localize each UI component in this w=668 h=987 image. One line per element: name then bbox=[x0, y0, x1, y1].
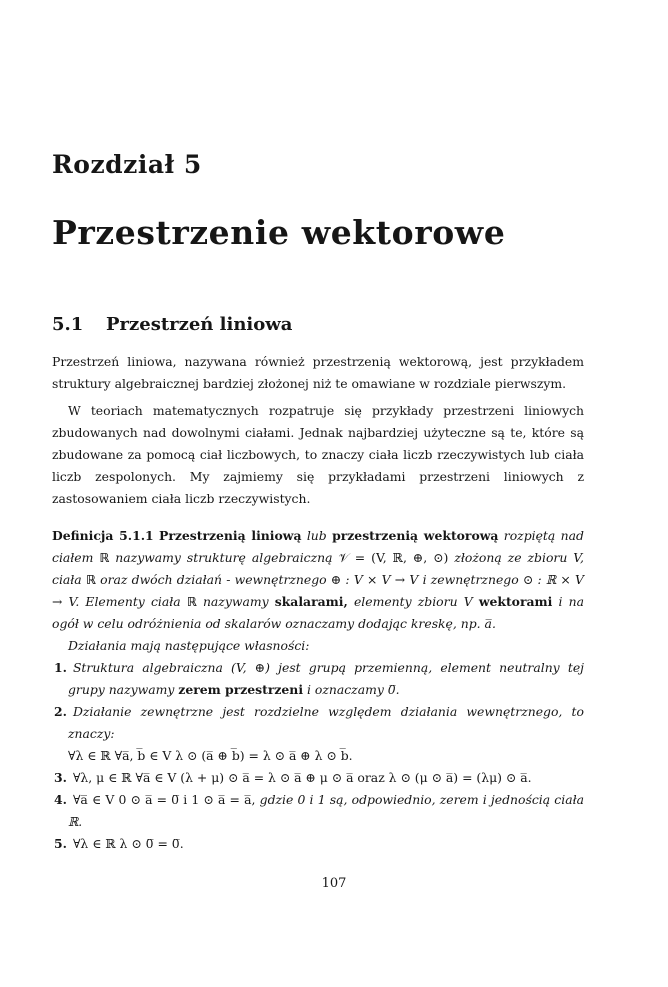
term-scalars: skalarami, bbox=[274, 594, 348, 609]
definition-text-4: oraz dwóch działań - wewnętrznego ⊕ : V × V → V i zewnętrznego ⊙ : ℝ × V → V. Elementy ciała bbox=[52, 572, 584, 609]
item-number: 1. bbox=[54, 660, 67, 675]
section-number: 5.1 bbox=[52, 314, 84, 335]
item-text: gdzie 0 i 1 są, odpowiednio, zerem i jednością ciała ℝ. bbox=[68, 792, 584, 829]
list-item bbox=[52, 789, 584, 833]
list-item bbox=[52, 657, 584, 701]
definition-text-2: nazywamy strukturę algebraiczną bbox=[115, 550, 333, 565]
definition-text-3: złożoną ze zbioru V, ciała bbox=[52, 550, 584, 587]
item-formula: ∀λ, μ ∈ ℝ ∀a̅ ∈ V (λ + μ) ⊙ a̅ = λ ⊙ a̅ ⊕ μ ⊙ a̅ oraz λ ⊙ (μ ⊙ a̅) = (λμ) ⊙ a̅. bbox=[72, 770, 532, 785]
section-title: Przestrzeń liniowa bbox=[106, 314, 293, 335]
reals-symbol: ℝ bbox=[99, 550, 110, 565]
page-number: 107 bbox=[321, 876, 347, 891]
item-text: Struktura algebraiczna (V, ⊕) jest grupą przemienną, element neutralny tej grupy nazywamy bbox=[68, 660, 584, 697]
chapter-label: Rozdział 5 bbox=[52, 150, 202, 179]
chapter-title: Przestrzenie wektorowe bbox=[52, 213, 506, 252]
item-text: Działanie zewnętrzne jest rozdzielne względem działania wewnętrznego, to znaczy: bbox=[68, 704, 584, 741]
definition-text-5: nazywamy bbox=[202, 594, 269, 609]
list-item bbox=[52, 833, 584, 855]
paragraph-intro: Przestrzeń liniowa, nazywana również przestrzenią wektorową, jest przykładem struktury algebraicznej bardziej złożonej niż te omawiane w rozdziale pierwszym. bbox=[52, 354, 584, 391]
item-number: 2. bbox=[54, 704, 67, 719]
definition-label: Definicja 5.1.1 bbox=[52, 528, 154, 543]
definition-text-6: elementy zbioru V bbox=[353, 594, 473, 609]
definition-or: lub bbox=[306, 528, 327, 543]
definition-term-vector: przestrzenią wektorową bbox=[332, 528, 499, 543]
item-formula: ∀a̅ ∈ V 0 ⊙ a̅ = 0̅ i 1 ⊙ a̅ = a̅, bbox=[72, 792, 256, 807]
paragraph-theories: W teoriach matematycznych rozpatruje się przykłady przestrzeni liniowych zbudowanych nad dowolnymi ciałami. Jednak najbardziej użyteczne są te, które są zbudowane za pomocą ciał liczbowych, to znaczy ciała liczb rzeczywistych lub ciała liczb zespolonych. My zajmiemy się przykładami przestrzeni liniowych z zastosowaniem ciała liczb rzeczywistych. bbox=[52, 403, 584, 506]
definition-text-1: rozpiętą nad ciałem bbox=[52, 528, 584, 565]
term-vectors: wektorami bbox=[478, 594, 553, 609]
structure-formula: 𝒱 = (V, ℝ, ⊕, ⊙) bbox=[338, 550, 449, 565]
list-item bbox=[52, 767, 584, 789]
item-number: 4. bbox=[54, 792, 67, 807]
definition-block bbox=[52, 525, 584, 855]
reals-symbol: ℝ bbox=[186, 594, 197, 609]
item-number: 5. bbox=[54, 836, 67, 851]
list-item bbox=[52, 701, 584, 767]
item-number: 3. bbox=[54, 770, 67, 785]
term-zero: zerem przestrzeni bbox=[178, 682, 304, 697]
item-text: i oznaczamy 0̅. bbox=[306, 682, 400, 697]
definition-text-7: i na ogół w celu odróżnienia od skalarów oznaczamy dodając kreskę, np. a̅. bbox=[52, 594, 584, 631]
section-heading bbox=[52, 314, 584, 335]
properties-intro: Działania mają następujące własności: bbox=[68, 638, 310, 653]
properties-list bbox=[52, 657, 584, 855]
reals-symbol: ℝ bbox=[85, 572, 96, 587]
definition-text bbox=[52, 525, 584, 635]
item-formula: ∀λ ∈ ℝ λ ⊙ 0̅ = 0̅. bbox=[72, 836, 184, 851]
definition-term-linear: Przestrzenią liniową bbox=[159, 528, 302, 543]
item-formula: ∀λ ∈ ℝ ∀a̅, b̅ ∈ V λ ⊙ (a̅ ⊕ b̅) = λ ⊙ a̅ ⊕ λ ⊙ b̅. bbox=[68, 748, 353, 763]
